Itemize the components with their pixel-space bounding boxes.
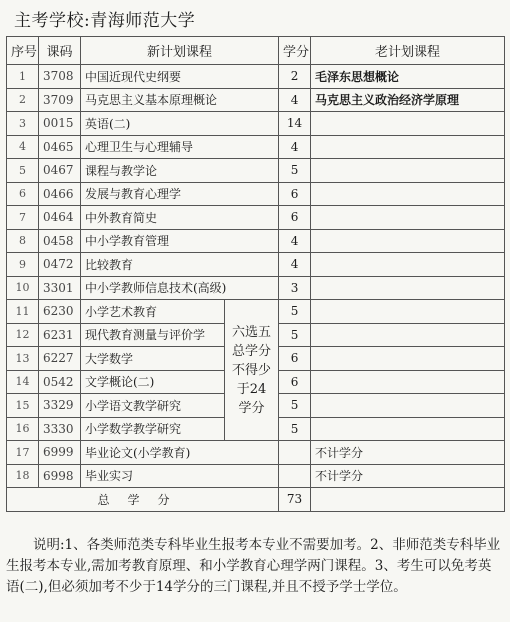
row-old-course [311,347,505,371]
row-old-course [311,417,505,441]
row-course-name: 小学语文教学研究 [81,394,225,418]
table-row [7,206,505,230]
row-code: 6227 [39,347,81,371]
row-course-name: 课程与教学论 [81,159,279,183]
row-code: 6999 [39,441,81,465]
row-credits: 5 [279,394,311,418]
row-old-course: 不计学分 [311,441,505,465]
explanation-note [6,535,504,598]
row-old-course [311,135,505,159]
note-text: 说明:1、各类师范类专科毕业生报考本专业不需要加考。2、非师范类专科毕业生报考本专业,需加考教育原理、和小学教育心理学两门课程。3、考生可以免考英语(二),但必须加考不少于14学分的三门课程,并且不授予学士学位。 [6,537,501,595]
row-old-course [311,206,505,230]
row-course-name: 文学概论(二) [81,370,225,394]
row-old-course [311,182,505,206]
total-credits: 73 [279,488,311,512]
row-seq: 15 [7,394,39,418]
row-code: 0472 [39,253,81,277]
row-seq: 8 [7,229,39,253]
row-seq: 12 [7,323,39,347]
row-seq: 6 [7,182,39,206]
row-credits: 4 [279,253,311,277]
header-credits: 学分 [279,37,311,65]
row-course-name: 发展与教育心理学 [81,182,279,206]
row-course-name: 中外教育简史 [81,206,279,230]
row-code: 0464 [39,206,81,230]
row-credits: 6 [279,182,311,206]
row-credits: 5 [279,300,311,324]
row-credits: 5 [279,323,311,347]
row-seq: 10 [7,276,39,300]
header-old-plan: 老计划课程 [311,37,505,65]
row-credits: 6 [279,206,311,230]
row-code: 0465 [39,135,81,159]
row-course-name: 中小学教师信息技术(高级) [81,276,279,300]
header-new-plan: 新计划课程 [81,37,279,65]
elective-group-note: 六选五总学分不得少于24学分 [225,300,279,441]
table-row [7,88,505,112]
table-row [7,135,505,159]
header-code: 课码 [39,37,81,65]
row-code: 0542 [39,370,81,394]
row-course-name: 中小学教育管理 [81,229,279,253]
row-seq: 7 [7,206,39,230]
table-row [7,112,505,136]
table-row [7,65,505,89]
row-seq: 18 [7,464,39,488]
row-code: 3301 [39,276,81,300]
row-old-course: 毛泽东思想概论 [311,65,505,89]
row-seq: 13 [7,347,39,371]
row-code: 0458 [39,229,81,253]
row-code: 3708 [39,65,81,89]
table-row [7,276,505,300]
row-credits: 6 [279,347,311,371]
row-credits: 4 [279,88,311,112]
row-code: 3330 [39,417,81,441]
row-course-name: 中国近现代史纲要 [81,65,279,89]
total-row [7,488,505,512]
table-row [7,229,505,253]
row-course-name: 现代教育测量与评价学 [81,323,225,347]
row-credits: 3 [279,276,311,300]
row-seq: 16 [7,417,39,441]
row-credits: 2 [279,65,311,89]
row-course-name: 大学数学 [81,347,225,371]
row-old-course [311,159,505,183]
table-row [7,441,505,465]
row-course-name: 马克思主义基本原理概论 [81,88,279,112]
row-old-course: 不计学分 [311,464,505,488]
row-code: 3329 [39,394,81,418]
row-credits: 5 [279,417,311,441]
row-code: 0466 [39,182,81,206]
header-seq: 序号 [7,37,39,65]
row-seq: 5 [7,159,39,183]
row-old-course [311,276,505,300]
row-old-course [311,112,505,136]
row-code: 6231 [39,323,81,347]
row-course-name: 小学数学教学研究 [81,417,225,441]
row-seq: 11 [7,300,39,324]
row-seq: 4 [7,135,39,159]
row-code: 6230 [39,300,81,324]
row-seq: 3 [7,112,39,136]
row-code: 6998 [39,464,81,488]
row-old-course [311,323,505,347]
table-row [7,464,505,488]
row-course-name: 毕业实习 [81,464,279,488]
row-old-course [311,229,505,253]
row-seq: 9 [7,253,39,277]
row-credits: 6 [279,370,311,394]
table-row [7,159,505,183]
table-header-row [7,37,505,65]
row-course-name: 英语(二) [81,112,279,136]
row-credits: 4 [279,229,311,253]
row-credits: 4 [279,135,311,159]
row-credits [279,464,311,488]
row-credits: 14 [279,112,311,136]
table-row [7,253,505,277]
row-old-course [311,394,505,418]
row-seq: 14 [7,370,39,394]
row-seq: 2 [7,88,39,112]
row-code: 0467 [39,159,81,183]
row-old-course [311,253,505,277]
table-row [7,182,505,206]
total-old-empty [311,488,505,512]
total-label: 总学分 [7,488,279,512]
row-credits: 5 [279,159,311,183]
row-course-name: 毕业论文(小学教育) [81,441,279,465]
row-old-course [311,370,505,394]
row-course-name: 比较教育 [81,253,279,277]
row-code: 0015 [39,112,81,136]
row-seq: 17 [7,441,39,465]
page-header-school: 主考学校:青海师范大学 [14,11,196,31]
row-seq: 1 [7,65,39,89]
row-old-course: 马克思主义政治经济学原理 [311,88,505,112]
row-code: 3709 [39,88,81,112]
table-row [7,300,505,324]
row-credits [279,441,311,465]
course-table [6,36,505,512]
row-course-name: 心理卫生与心理辅导 [81,135,279,159]
row-course-name: 小学艺术教育 [81,300,225,324]
row-old-course [311,300,505,324]
